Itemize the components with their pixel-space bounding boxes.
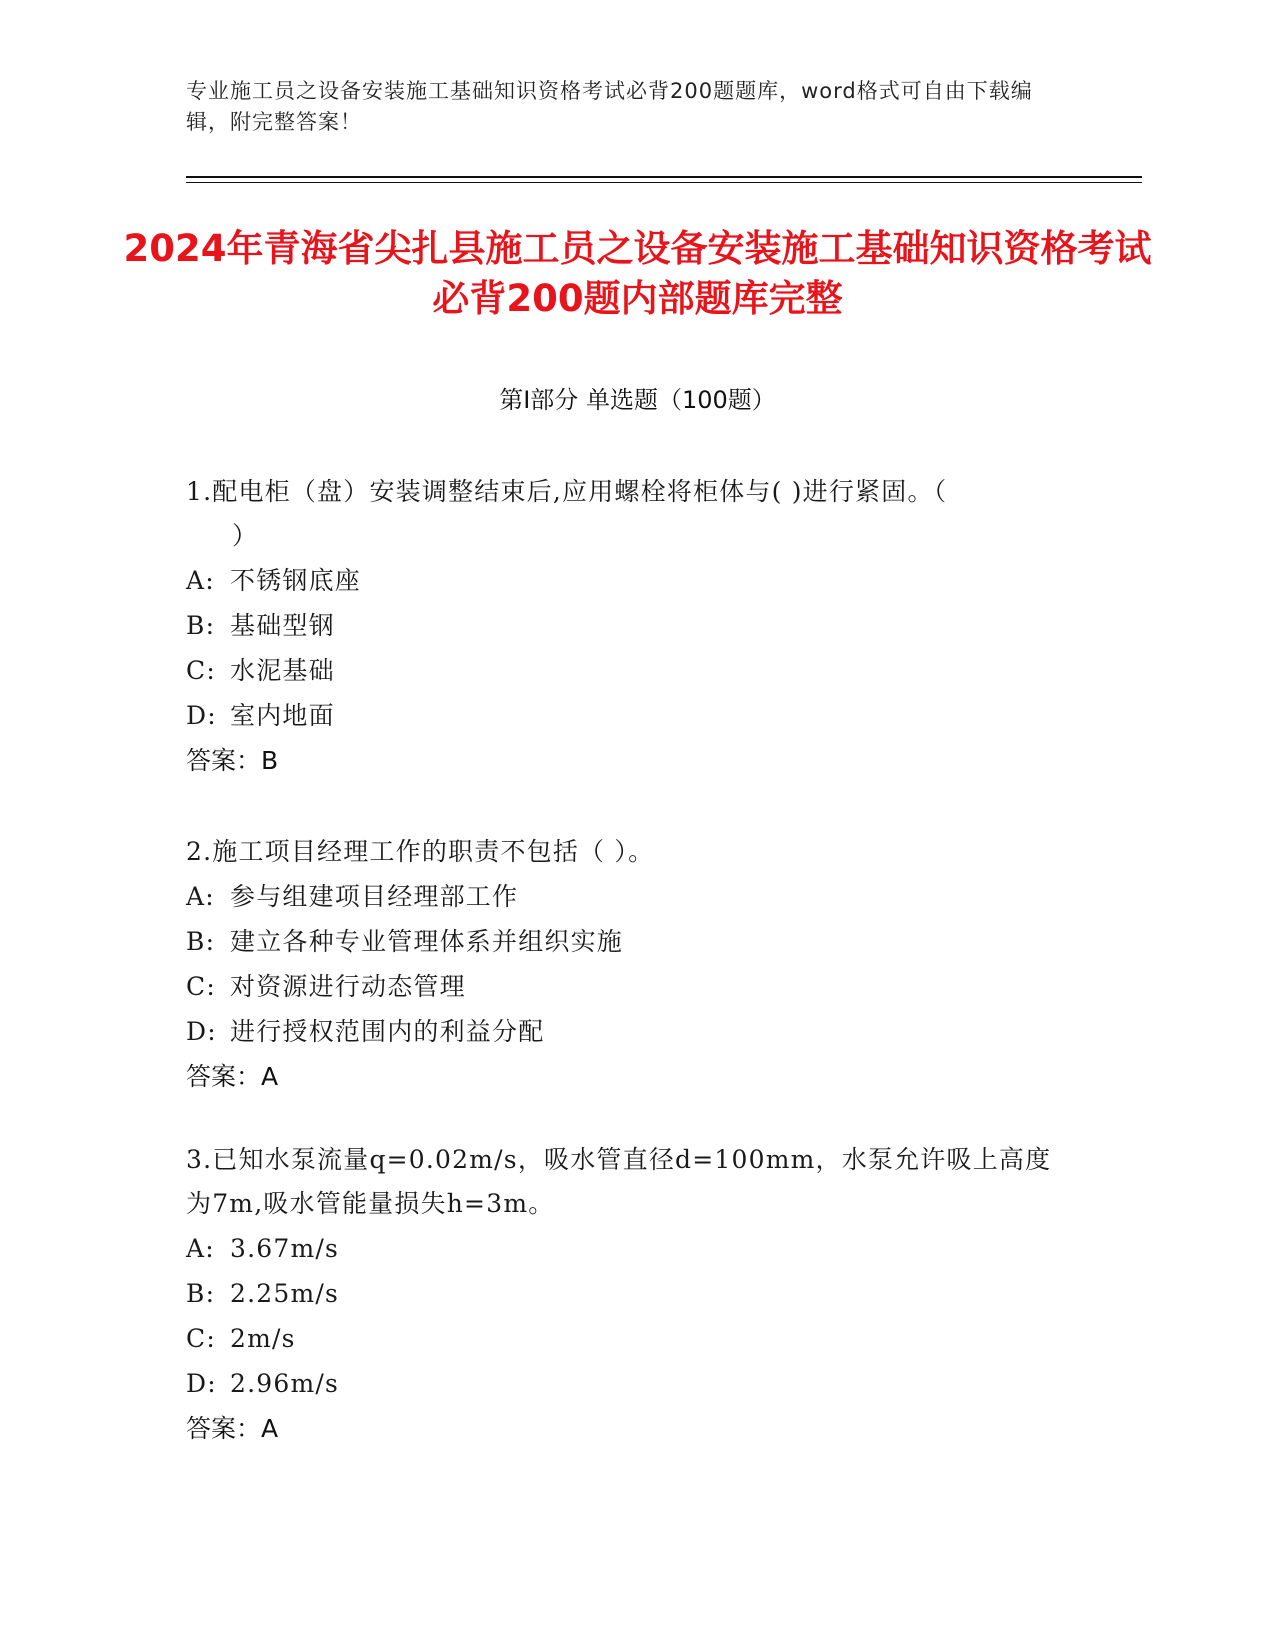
option-text: 进行授权范围内的利益分配 <box>230 1017 545 1046</box>
option-letter: C: <box>186 972 216 1001</box>
question-stem <box>186 830 1066 874</box>
option-d <box>186 1361 1066 1406</box>
option-d <box>186 693 1066 738</box>
option-text: 建立各种专业管理体系并组织实施 <box>230 927 624 956</box>
question-stem <box>186 1138 1066 1226</box>
question-2 <box>186 830 1066 1099</box>
answer: 答案：A <box>186 1062 279 1091</box>
answer: 答案：A <box>186 1414 279 1443</box>
option-text: 不锈钢底座 <box>230 566 362 595</box>
option-c <box>186 1316 1066 1361</box>
option-text: 对资源进行动态管理 <box>230 972 466 1001</box>
option-text: 2.96m/s <box>230 1369 340 1398</box>
header-rule-thick <box>186 176 1142 178</box>
question-stem-text: 1.配电柜（盘）安装调整结束后,应用螺栓将柜体与( )进行紧固。（ <box>186 477 948 506</box>
question-stem <box>186 470 1066 558</box>
option-letter: B: <box>186 927 216 956</box>
option-letter: B: <box>186 611 216 640</box>
option-b <box>186 603 1066 648</box>
option-letter: D: <box>186 1017 217 1046</box>
option-letter: C: <box>186 1324 216 1353</box>
option-letter: D: <box>186 1369 217 1398</box>
section-title: 第Ⅰ部分 单选题（100题） <box>499 386 776 414</box>
option-letter: B: <box>186 1279 216 1308</box>
option-text: 水泥基础 <box>230 656 335 685</box>
document-title: 2024年青海省尖扎县施工员之设备安装施工基础知识资格考试必背200题内部题库完整 <box>123 227 1152 320</box>
question-1 <box>186 470 1066 783</box>
option-letter: C: <box>186 656 216 685</box>
question-stem-text: 2.施工项目经理工作的职责不包括（ ）。 <box>186 837 655 866</box>
option-text: 参与组建项目经理部工作 <box>230 882 519 911</box>
option-d <box>186 1009 1066 1054</box>
option-letter: D: <box>186 701 217 730</box>
option-b <box>186 1271 1066 1316</box>
option-a <box>186 874 1066 919</box>
answer: 答案：B <box>186 746 279 775</box>
header-rule-thin <box>186 182 1142 183</box>
question-stem-continuation: ） <box>232 521 259 550</box>
option-b <box>186 919 1066 964</box>
option-letter: A: <box>186 566 215 595</box>
question-3 <box>186 1138 1066 1451</box>
option-text: 2.25m/s <box>230 1279 340 1308</box>
option-a <box>186 558 1066 603</box>
option-letter: A: <box>186 1234 215 1263</box>
question-stem-text: 3.已知水泵流量q=0.02m/s，吸水管直径d=100mm，水泵允许吸上高度为7m,吸水管能量损失h=3m。 <box>186 1145 1052 1218</box>
option-text: 基础型钢 <box>230 611 335 640</box>
option-letter: A: <box>186 882 215 911</box>
option-text: 3.67m/s <box>230 1234 340 1263</box>
option-text: 室内地面 <box>230 701 335 730</box>
header-note: 专业施工员之设备安装施工基础知识资格考试必背200题题库，word格式可自由下载编辑，附完整答案！ <box>186 79 1033 134</box>
option-text: 2m/s <box>230 1324 296 1353</box>
option-c <box>186 648 1066 693</box>
option-c <box>186 964 1066 1009</box>
option-a <box>186 1226 1066 1271</box>
